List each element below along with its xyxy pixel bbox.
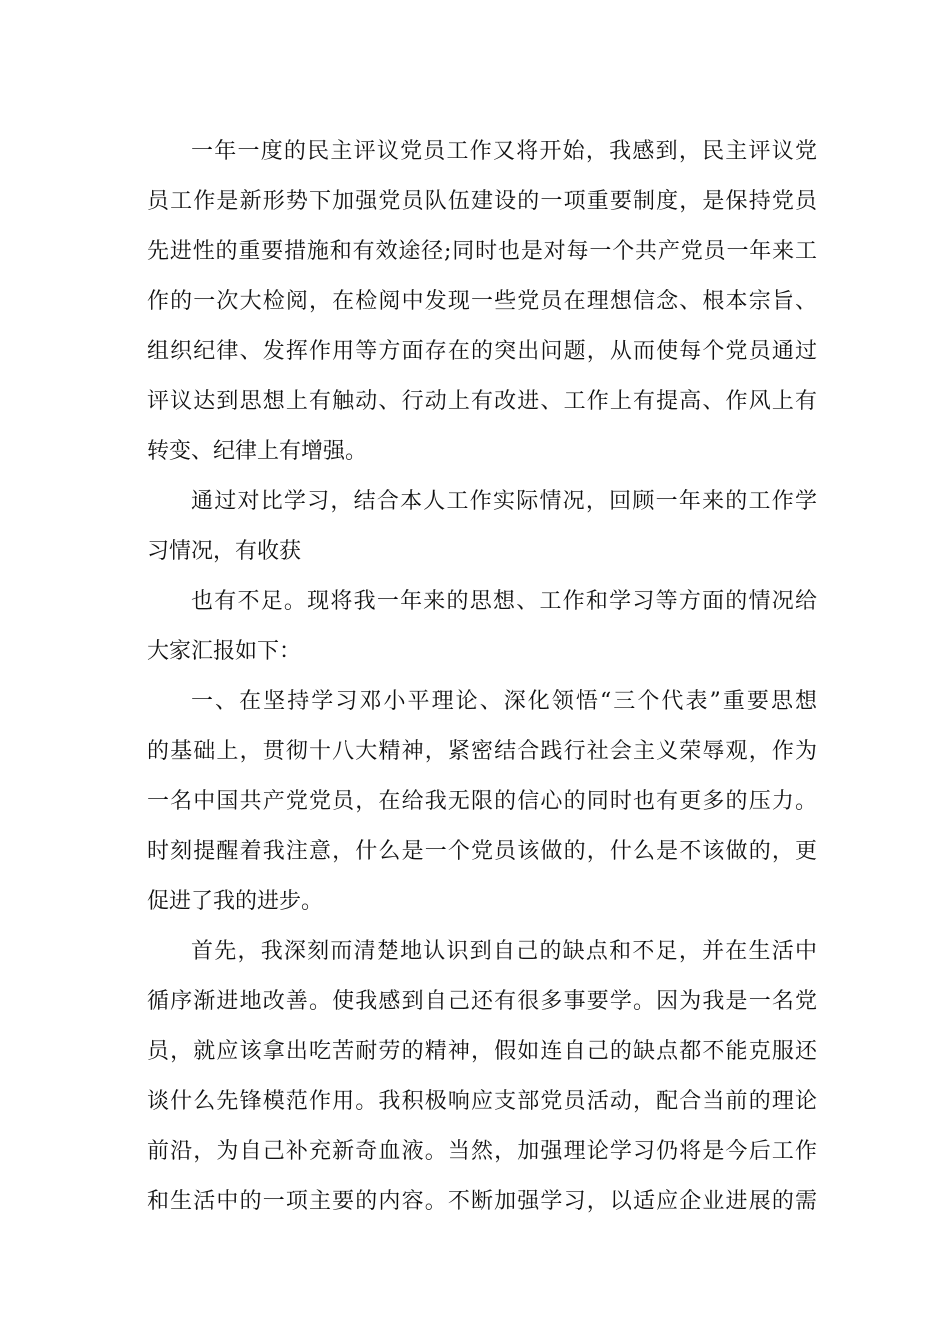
text-line-7: 转变、纪律上有增强。: [147, 439, 368, 464]
document-body: [147, 127, 817, 1227]
text-line-8: 通过对比学习，结合本人工作实际情况，回顾一年来的工作学: [191, 489, 817, 514]
text-line-5: 组织纪律、发挥作用等方面存在的突出问题，从而使每个党员通过: [147, 339, 817, 364]
text-line-19: 员，就应该拿出吃苦耐劳的精神，假如连自己的缺点都不能克服还: [147, 1039, 817, 1064]
text-line-9: 习情况，有收获: [147, 539, 302, 564]
text-line-11: 大家汇报如下：: [147, 639, 302, 664]
text-line-14: 一名中国共产党党员，在给我无限的信心的同时也有更多的压力。: [147, 789, 817, 814]
text-line-18: 循序渐进地改善。使我感到自己还有很多事要学。因为我是一名党: [147, 989, 817, 1014]
text-line-6: 评议达到思想上有触动、行动上有改进、工作上有提高、作风上有: [147, 389, 817, 414]
text-line-15: 时刻提醒着我注意，什么是一个党员该做的，什么是不该做的，更: [147, 839, 817, 864]
text-line-4: 作的一次大检阅，在检阅中发现一些党员在理想信念、根本宗旨、: [147, 289, 817, 314]
text-line-13: 的基础上，贯彻十八大精神，紧密结合践行社会主义荣辱观，作为: [147, 739, 817, 764]
text-line-12: 一、在坚持学习邓小平理论、深化领悟“三个代表”重要思想: [191, 689, 817, 714]
text-line-2: 员工作是新形势下加强党员队伍建设的一项重要制度，是保持党员: [147, 189, 817, 214]
text-line-3: 先进性的重要措施和有效途径;同时也是对每一个共产党员一年来工: [147, 239, 817, 264]
text-line-22: 和生活中的一项主要的内容。不断加强学习，以适应企业进展的需: [147, 1189, 817, 1214]
text-line-21: 前沿，为自己补充新奇血液。当然，加强理论学习仍将是今后工作: [147, 1139, 817, 1164]
text-line-10: 也有不足。现将我一年来的思想、工作和学习等方面的情况给: [191, 589, 817, 614]
text-line-16: 促进了我的进步。: [147, 889, 324, 914]
text-line-17: 首先，我深刻而清楚地认识到自己的缺点和不足，并在生活中: [191, 939, 817, 964]
text-line-20: 谈什么先锋模范作用。我积极响应支部党员活动，配合当前的理论: [147, 1089, 817, 1114]
text-line-1: 一年一度的民主评议党员工作又将开始，我感到，民主评议党: [191, 139, 817, 164]
